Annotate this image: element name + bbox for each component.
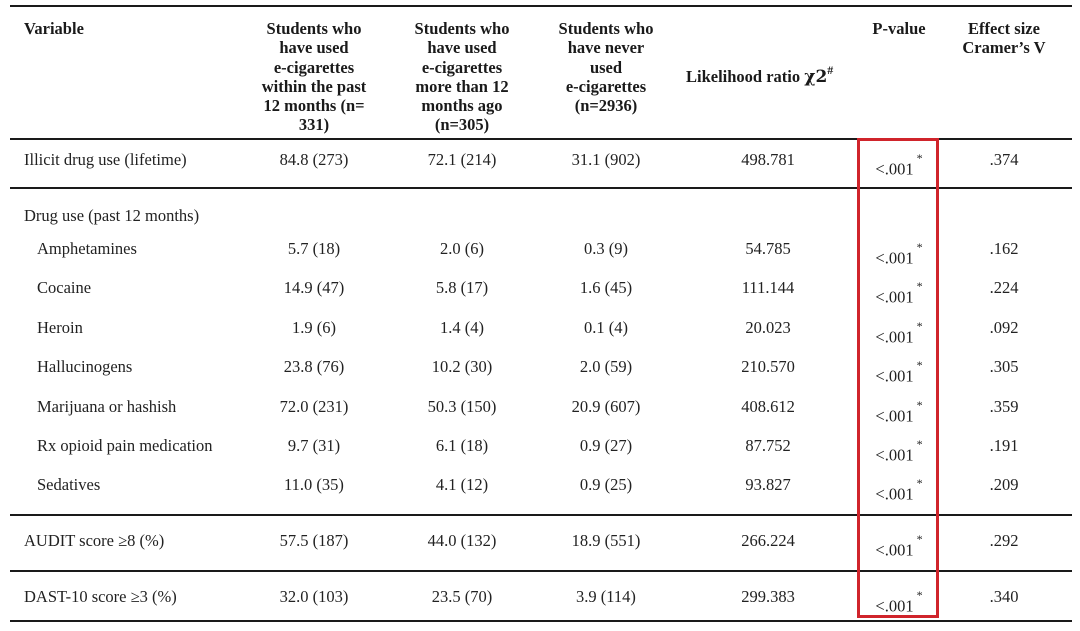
cell-likelihood-ratio: 54.785: [745, 239, 791, 258]
cell-more-than-12-months: 1.4 (4): [440, 318, 484, 337]
cell-past-12-months: 23.8 (76): [283, 357, 345, 376]
cell-never-used: 31.1 (902): [571, 150, 641, 169]
significance-mark: *: [916, 151, 923, 165]
cell-likelihood-ratio: 408.612: [741, 397, 795, 416]
cell-never-used: 3.9 (114): [576, 587, 636, 606]
significance-mark: *: [916, 588, 923, 602]
rule-top: [10, 5, 1072, 7]
header-lr-footnote-mark: #: [827, 63, 834, 77]
significance-mark: *: [916, 437, 923, 451]
significance-mark: *: [916, 398, 923, 412]
significance-mark: *: [916, 319, 923, 333]
cell-p-value: <.001*: [875, 437, 923, 465]
p-value-highlight-box: [857, 138, 939, 618]
cell-likelihood-ratio: 210.570: [741, 357, 795, 376]
cell-past-12-months: 11.0 (35): [284, 475, 344, 494]
header-effect-size: Effect size Cramer’s V: [962, 19, 1046, 58]
row-label: Sedatives: [37, 475, 101, 494]
header-likelihood-ratio: [686, 63, 834, 88]
cell-p-value: <.001*: [875, 240, 923, 268]
row-label: Marijuana or hashish: [37, 397, 177, 416]
cell-likelihood-ratio: 111.144: [741, 278, 795, 297]
header-variable: Variable: [24, 19, 84, 38]
cell-more-than-12-months: 2.0 (6): [440, 239, 484, 258]
row-label: AUDIT score ≥8 (%): [24, 531, 165, 550]
cell-likelihood-ratio: 266.224: [741, 531, 795, 550]
row-label: Hallucinogens: [37, 357, 133, 376]
section-label-drug-use-past-12-months: Drug use (past 12 months): [24, 206, 200, 225]
cell-p-value: <.001*: [875, 398, 923, 426]
cell-cramers-v: .340: [989, 587, 1019, 606]
header-lr-text: Likelihood ratio: [686, 67, 805, 86]
cell-likelihood-ratio: 20.023: [745, 318, 791, 337]
cell-p-value: <.001*: [875, 319, 923, 347]
significance-mark: *: [916, 279, 923, 293]
cell-more-than-12-months: 4.1 (12): [435, 475, 489, 494]
cell-never-used: 0.3 (9): [584, 239, 628, 258]
cell-cramers-v: .092: [989, 318, 1019, 337]
cell-more-than-12-months: 10.2 (30): [431, 357, 493, 376]
cell-never-used: 2.0 (59): [579, 357, 633, 376]
cell-p-value: <.001*: [875, 151, 923, 179]
row-label: Cocaine: [37, 278, 92, 297]
cell-never-used: 18.9 (551): [571, 531, 641, 550]
cell-more-than-12-months: 6.1 (18): [435, 436, 489, 455]
cell-more-than-12-months: 44.0 (132): [427, 531, 497, 550]
significance-mark: *: [916, 240, 923, 254]
significance-mark: *: [916, 532, 923, 546]
cell-past-12-months: 5.7 (18): [287, 239, 341, 258]
cell-more-than-12-months: 23.5 (70): [431, 587, 493, 606]
cell-cramers-v: .359: [989, 397, 1019, 416]
header-p-value: P-value: [872, 19, 926, 38]
cell-cramers-v: .162: [989, 239, 1019, 258]
cell-likelihood-ratio: 87.752: [745, 436, 791, 455]
cell-p-value: <.001*: [875, 476, 923, 504]
chi-square-symbol: χ2: [804, 67, 828, 87]
cell-more-than-12-months: 50.3 (150): [427, 397, 497, 416]
row-label: Rx opioid pain medication: [37, 436, 213, 455]
significance-mark: *: [916, 476, 923, 490]
cell-likelihood-ratio: 93.827: [745, 475, 791, 494]
cell-cramers-v: .191: [989, 436, 1019, 455]
row-label: Amphetamines: [37, 239, 137, 258]
cell-cramers-v: .305: [989, 357, 1019, 376]
cell-never-used: 0.9 (25): [579, 475, 633, 494]
rule-bottom: [10, 620, 1072, 622]
cell-cramers-v: .292: [989, 531, 1019, 550]
cell-past-12-months: 32.0 (103): [279, 587, 349, 606]
row-label: Heroin: [37, 318, 83, 337]
cell-past-12-months: 14.9 (47): [283, 278, 345, 297]
cell-p-value: <.001*: [875, 532, 923, 560]
cell-p-value: <.001*: [875, 588, 923, 616]
header-col-more-than-12-months: Students who have used e-cigarettes more than 12 months ago (n=305): [414, 19, 510, 135]
cell-past-12-months: 57.5 (187): [279, 531, 349, 550]
cell-likelihood-ratio: 498.781: [741, 150, 795, 169]
cell-cramers-v: .209: [989, 475, 1019, 494]
cell-cramers-v: .224: [989, 278, 1019, 297]
cell-likelihood-ratio: 299.383: [741, 587, 795, 606]
cell-past-12-months: 84.8 (273): [279, 150, 349, 169]
row-label: Illicit drug use (lifetime): [24, 150, 187, 169]
cell-never-used: 1.6 (45): [579, 278, 633, 297]
cell-never-used: 0.1 (4): [584, 318, 628, 337]
header-col-never-used: Students who have never used e-cigarettes (n=2936): [558, 19, 654, 116]
cell-more-than-12-months: 72.1 (214): [427, 150, 497, 169]
cell-more-than-12-months: 5.8 (17): [435, 278, 489, 297]
cell-p-value: <.001*: [875, 279, 923, 307]
cell-past-12-months: 9.7 (31): [287, 436, 341, 455]
header-col-past-12-months: Students who have used e-cigarettes within the past 12 months (n= 331): [261, 19, 367, 135]
cell-past-12-months: 72.0 (231): [279, 397, 349, 416]
significance-mark: *: [916, 358, 923, 372]
cell-never-used: 0.9 (27): [579, 436, 633, 455]
cell-p-value: <.001*: [875, 358, 923, 386]
cell-past-12-months: 1.9 (6): [292, 318, 336, 337]
cell-cramers-v: .374: [989, 150, 1019, 169]
row-label: DAST-10 score ≥3 (%): [24, 587, 177, 606]
cell-never-used: 20.9 (607): [571, 397, 641, 416]
